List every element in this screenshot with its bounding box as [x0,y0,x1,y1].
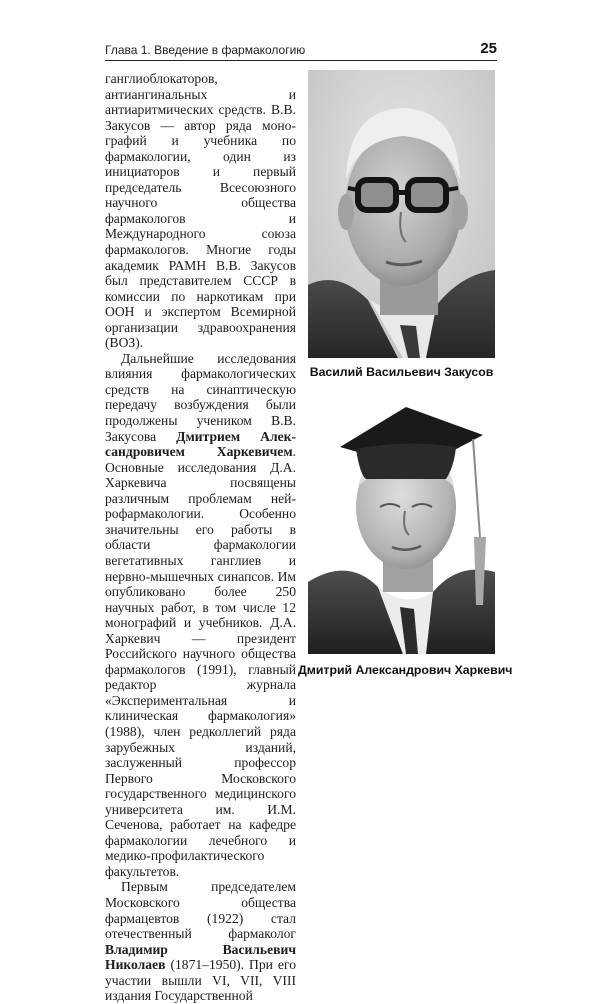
body-text-column [105,71,296,1004]
paragraph-1: ганглиоблокаторов, антиангинальных и антиаритмических средств. В.В. Закусов — автор ряда монографий и учебника по фармакологии, один из инициаторов и первый председатель Всесоюзного научного общества фармакологов и Международного союза фармакологов. Многие годы академик РАМН В.В. Закусов был представителем СССР в комиссии по наркотикам при ООН и экспертом Всемирной организации здравоохранения (ВОЗ). [105,71,296,351]
paragraph-2-text-a: Дальнейшие исследования влияния фармакологических средств на синаптическую передачу возбуждения были продолжены учеником В.В. Закусова [105,350,296,444]
portrait-photo-zakusov [308,70,495,358]
paragraph-3-text-a: Первым председателем Московского общества фармацевтов (1922) стал отечественный фармаколог [105,879,296,942]
portrait-kharkevich-image [308,387,495,654]
paragraph-2-text-b: . Основные исследования Д.А. Харкевича посвящены различным проблемам нейрофармакологии. Особенно значительны его работы в области фармакологии вегетативных ганглиев и нервно-мышечных синапсов. Им опубликовано более 250 научных работ, в том числе 12 монографий и учебников. Д.А. Харкевич — президент Российского научного общества фармакологов (1991), главный редактор журнала «Экспериментальная и клиническая фармакология» (1988), член редколлегий ряда зарубежных изданий, заслуженный профессор Первого Московского государственного медицинского университета им. И.М. Сеченова, работает на кафедре фармакологии лечебного и медико-профилактического факультетов. [105,444,296,879]
paragraph-3 [105,879,296,1003]
running-header [105,40,497,60]
paragraph-2 [105,351,296,880]
person-name-kharkevich: Дмитрием Александровичем Харкевичем [105,428,296,460]
portrait-zakusov-image [308,70,495,358]
page-number: 25 [480,40,497,57]
chapter-title: Глава 1. Введение в фармакологию [105,43,306,57]
person-name-nikolaev: Владимир Васильевич Николаев [105,941,296,973]
photo-caption-kharkevich: Дмитрий Александрович Харкевич [298,663,513,677]
paragraph-3-text-b: (1871–1950). При его участии вышли VI, VII, VIII издания Государственной [105,957,296,1004]
header-rule [105,60,497,61]
photo-caption-zakusov: Василий Васильевич Закусов [309,365,494,379]
portrait-photo-kharkevich [308,387,495,654]
